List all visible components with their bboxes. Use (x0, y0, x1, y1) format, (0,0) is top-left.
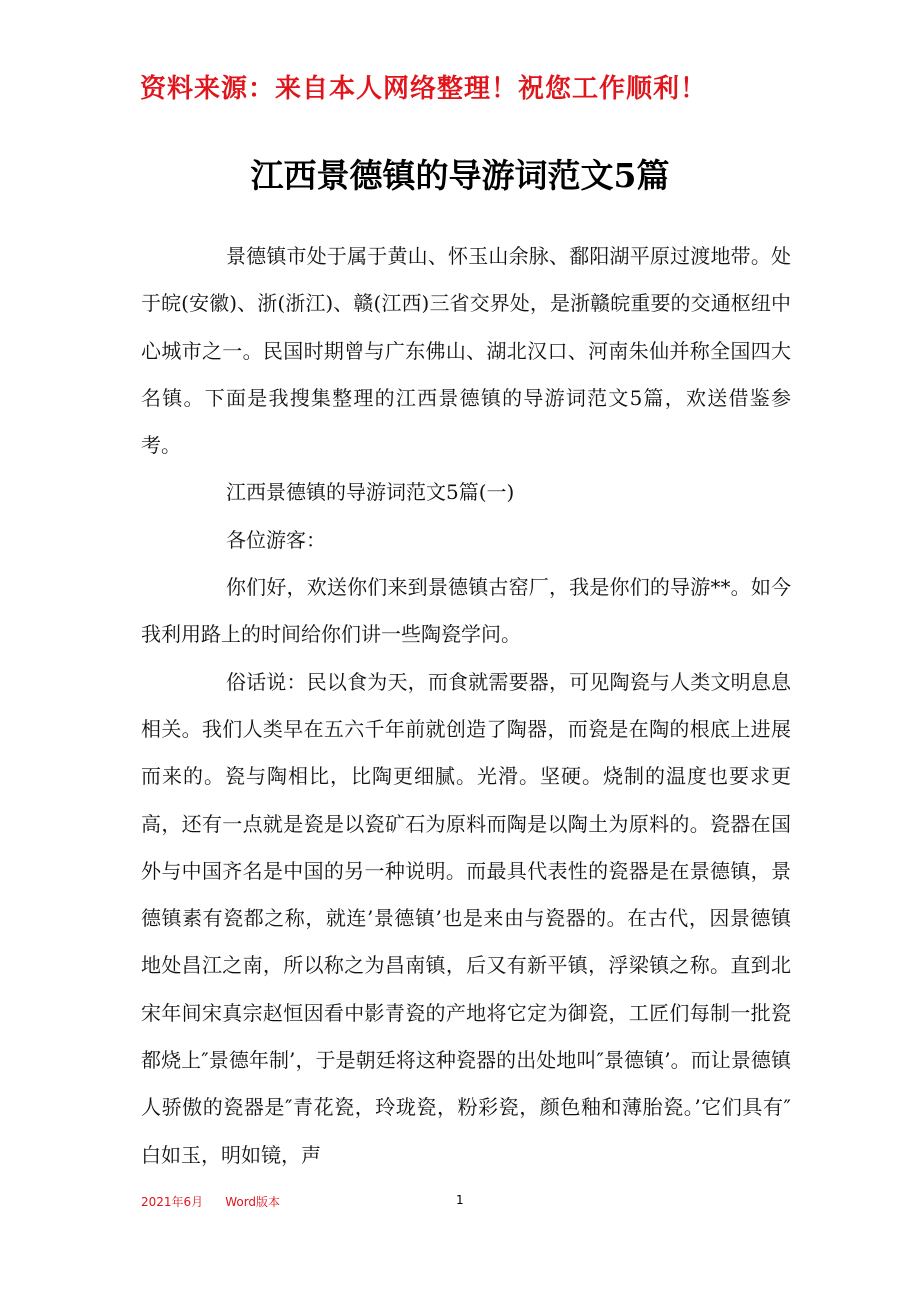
source-notice-header: 资料来源：来自本人网络整理！祝您工作顺利！ (140, 74, 708, 104)
greeting-paragraph: 各位游客： (226, 527, 326, 552)
document-title: 江西景德镇的导游词范文5篇 (250, 156, 670, 195)
welcome-paragraph: 你们好，欢送你们来到景德镇古窑厂，我是你们的导游**。如今我利用路上的时间给你们讲一些陶瓷学问。 (141, 575, 791, 647)
page-number: 1 (456, 1193, 464, 1207)
ceramics-paragraph: 俗话说：民以食为天，而食就需要器，可见陶瓷与人类文明息息相关。我们人类早在五六千年前就创造了陶器，而瓷是在陶的根底上进展而来的。瓷与陶相比，比陶更细腻。光滑。坚硬。烧制的温度也要求更高，还有一点就是瓷是以瓷矿石为原料而陶是以陶土为原料的。瓷器在国外与中国齐名是中国的另一种说明。而最具代表性的瓷器是在景德镇，景德镇素有瓷都之称，就连’景德镇’也是来由与瓷器的。在古代，因景德镇地处昌江之南，所以称之为昌南镇，后又有新平镇，浮梁镇之称。直到北宋年间宋真宗赵恒因看中影青瓷的产地将它定为御瓷，工匠们每制一批瓷都烧上″景德年制’，于是朝廷将这种瓷器的出处地叫″景德镇’。而让景德镇人骄傲的瓷器是″青花瓷，玲珑瓷，粉彩瓷，颜色釉和薄胎瓷。’它们具有″白如玉，明如镜，声 (141, 669, 791, 1167)
document-body (141, 233, 791, 1179)
footer-info (141, 1193, 280, 1210)
footer-date: 2021年6月 (141, 1195, 204, 1209)
intro-paragraph: 景德镇市处于属于黄山、怀玉山余脉、鄱阳湖平原过渡地带。处于皖(安徽)、浙(浙江)、赣(江西)三省交界处，是浙赣皖重要的交通枢纽中心城市之一。民国时期曾与广东佛山、湖北汉口、河南朱仙并称全国四大名镇。下面是我搜集整理的江西景德镇的导游词范文5篇，欢送借鉴参考。 (141, 244, 791, 458)
section-heading: 江西景德镇的导游词范文5篇(一) (226, 480, 515, 505)
footer-version: Word版本 (225, 1195, 281, 1209)
